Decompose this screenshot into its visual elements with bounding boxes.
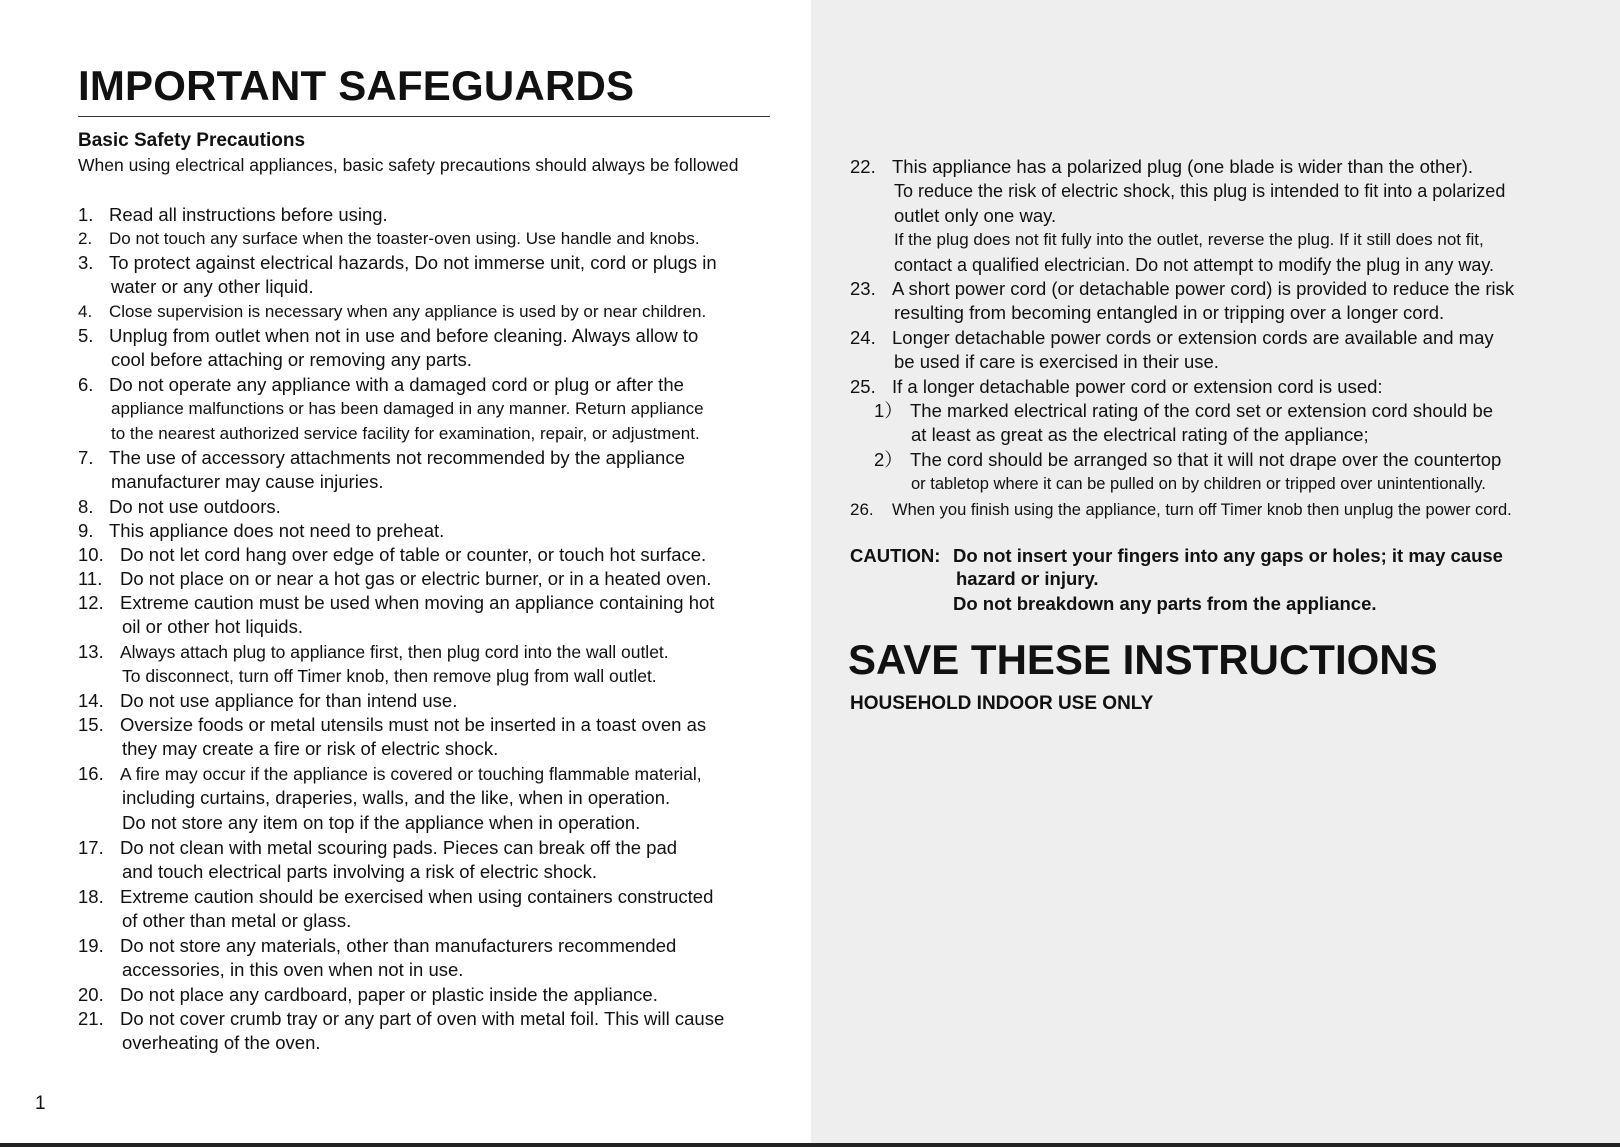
safeguard-item-22 [850,155,1505,277]
household-use-note: HOUSEHOLD INDOOR USE ONLY [850,693,1154,714]
item-number: 11. [78,568,103,589]
item-number: 22. [850,156,876,177]
item-text: Do not use outdoors. [109,496,281,517]
item-number: 15. [78,714,104,735]
item-text: contact a qualified electrician. Do not attempt to modify the plug in any way. [894,254,1494,275]
item-text: Do not cover crumb tray or any part of oven with metal foil. This will cause [120,1008,725,1029]
safeguard-item-25 [850,375,1383,399]
item-text: Extreme caution should be exercised when using containers constructed [120,886,714,907]
item-number: 14. [78,690,104,711]
safeguard-item-20 [78,983,658,1007]
safeguard-item-6 [78,373,704,446]
item-text: Extreme caution must be used when moving an appliance containing hot [120,592,715,613]
item-text: When you finish using the appliance, turn off Timer knob then unplug the power cord. [892,501,1512,519]
item-text: Read all instructions before using. [109,204,388,225]
sub-item-number: 1） [874,400,903,421]
item-text: oil or other hot liquids. [122,616,303,638]
safeguard-item-3 [78,251,717,300]
safeguard-item-17 [78,836,677,885]
item-text: Close supervision is necessary when any appliance is used by or near children. [109,302,707,321]
caution-text: Do not breakdown any parts from the appliance. [953,593,1377,614]
item-text: and touch electrical parts involving a risk of electric shock. [122,861,598,883]
item-text: Do not use appliance for than intend use. [120,690,458,711]
item-number: 2. [78,229,93,248]
sub-item-text: or tabletop where it can be pulled on by children or tripped over unintentionally. [911,475,1486,494]
sub-item-text: The marked electrical rating of the cord set or extension cord should be [910,400,1494,421]
item-text: water or any other liquid. [111,276,314,298]
item-text: resulting from becoming entangled in or tripping over a longer cord. [894,302,1445,324]
item-text: overheating of the oven. [122,1032,321,1054]
item-text: If a longer detachable power cord or extension cord is used: [892,376,1383,397]
safeguard-item-26 [850,498,1512,522]
item-text: This appliance has a polarized plug (one blade is wider than the other). [892,156,1474,177]
safeguard-item-7 [78,446,685,495]
item-text: Do not place on or near a hot gas or electric burner, or in a heated oven. [120,568,712,589]
safeguard-item-12 [78,591,714,640]
sub-item-text: The cord should be arranged so that it will not drape over the countertop [910,449,1502,470]
item-text: Unplug from outlet when not in use and before cleaning. Always allow to [109,325,699,346]
item-number: 17. [78,837,104,858]
item-text: This appliance does not need to preheat. [109,520,445,541]
page-title: IMPORTANT SAFEGUARDS [78,62,635,109]
safeguard-item-21 [78,1007,724,1056]
caution-text: hazard or injury. [956,568,1099,589]
item-number: 18. [78,886,104,907]
safeguard-item-11 [78,567,711,591]
item-number: 9. [78,520,94,541]
sub-item-text: at least as great as the electrical rating of the appliance; [911,424,1369,446]
item-text: The use of accessory attachments not recommended by the appliance [109,447,685,468]
item-number: 13. [78,641,104,662]
item-text: including curtains, draperies, walls, and the like, when in operation. [122,787,671,809]
item-text: accessories, in this oven when not in use. [122,959,464,981]
item-number: 23. [850,278,876,299]
item-text: If the plug does not fit fully into the outlet, reverse the plug. If it still does not fit, [894,230,1484,250]
title-divider [78,116,770,117]
safeguard-item-1 [78,203,388,227]
item-text: To reduce the risk of electric shock, this plug is intended to fit into a polarized [894,181,1506,202]
item-text: Do not operate any appliance with a damaged cord or plug or after the [109,374,684,395]
item-text: Do not store any item on top if the appliance when in operation. [122,811,641,833]
sub-item-number: 2） [874,449,903,470]
item-text: manufacturer may cause injuries. [111,471,384,493]
item-text: to the nearest authorized service facility for examination, repair, or adjustment. [111,423,700,443]
item-text: Longer detachable power cords or extension cords are available and may [892,327,1494,348]
safeguard-item-19 [78,934,676,983]
item-number: 10. [78,544,104,565]
save-instructions-title: SAVE THESE INSTRUCTIONS [848,636,1438,683]
safeguard-item-9 [78,519,444,543]
item-text: Do not place any cardboard, paper or plastic inside the appliance. [120,984,658,1005]
item-number: 12. [78,592,104,613]
bottom-border [0,1143,1620,1147]
safeguard-item-10 [78,543,706,567]
item-number: 21. [78,1008,104,1029]
safeguard-item-13 [78,640,669,689]
item-number: 6. [78,374,94,395]
item-text: of other than metal or glass. [122,910,352,932]
safeguard-item-14 [78,689,457,713]
item-number: 19. [78,935,104,956]
safeguard-item-5 [78,324,698,373]
caution-label: CAUTION: [850,545,941,566]
safeguard-item-16 [78,762,702,835]
safeguard-item-15 [78,713,706,762]
item-text: To protect against electrical hazards, Do not immerse unit, cord or plugs in [109,252,717,273]
item-number: 24. [850,327,876,348]
item-number: 4. [78,302,93,321]
item-number: 7. [78,447,94,468]
safeguard-item-2 [78,227,700,251]
safeguard-item-25-sub-1 [874,399,1493,448]
item-text: be used if care is exercised in their use. [894,351,1219,373]
item-text: Always attach plug to appliance first, then plug cord into the wall outlet. [120,642,669,662]
caution-text: Do not insert your fingers into any gaps or holes; it may cause [953,545,1503,566]
item-number: 16. [78,763,104,784]
item-text: To disconnect, turn off Timer knob, then remove plug from wall outlet. [122,666,657,687]
safeguard-item-18 [78,885,713,934]
item-text: Oversize foods or metal utensils must not be inserted in a toast oven as [120,714,707,735]
item-number: 20. [78,984,104,1005]
item-text: Do not let cord hang over edge of table or counter, or touch hot surface. [120,544,707,565]
item-number: 8. [78,496,94,517]
intro-text: When using electrical appliances, basic safety precautions should always be followed [78,155,739,175]
safeguard-item-24 [850,326,1494,375]
item-number: 26. [850,500,874,519]
item-number: 3. [78,252,94,273]
safeguard-item-23 [850,277,1514,326]
item-text: cool before attaching or removing any parts. [111,349,472,371]
safeguard-item-4 [78,300,706,324]
item-text: Do not clean with metal scouring pads. Pieces can break off the pad [120,837,678,858]
item-text: outlet only one way. [894,204,1057,226]
item-text: Do not store any materials, other than manufacturers recommended [120,935,677,956]
item-text: A short power cord (or detachable power cord) is provided to reduce the risk [892,278,1515,299]
page-number: 1 [35,1093,46,1114]
item-number: 1. [78,204,94,225]
item-text: they may create a fire or risk of electric shock. [122,738,499,760]
item-text: Do not touch any surface when the toaster-oven using. Use handle and knobs. [109,229,700,248]
safeguard-item-25-sub-2 [874,448,1501,497]
item-text: A fire may occur if the appliance is covered or touching flammable material, [120,764,702,784]
safeguard-item-8 [78,495,281,519]
section-subheading: Basic Safety Precautions [78,130,306,151]
caution-note [850,544,1503,615]
item-text: appliance malfunctions or has been damaged in any manner. Return appliance [111,399,704,419]
item-number: 25. [850,376,876,397]
item-number: 5. [78,325,94,346]
